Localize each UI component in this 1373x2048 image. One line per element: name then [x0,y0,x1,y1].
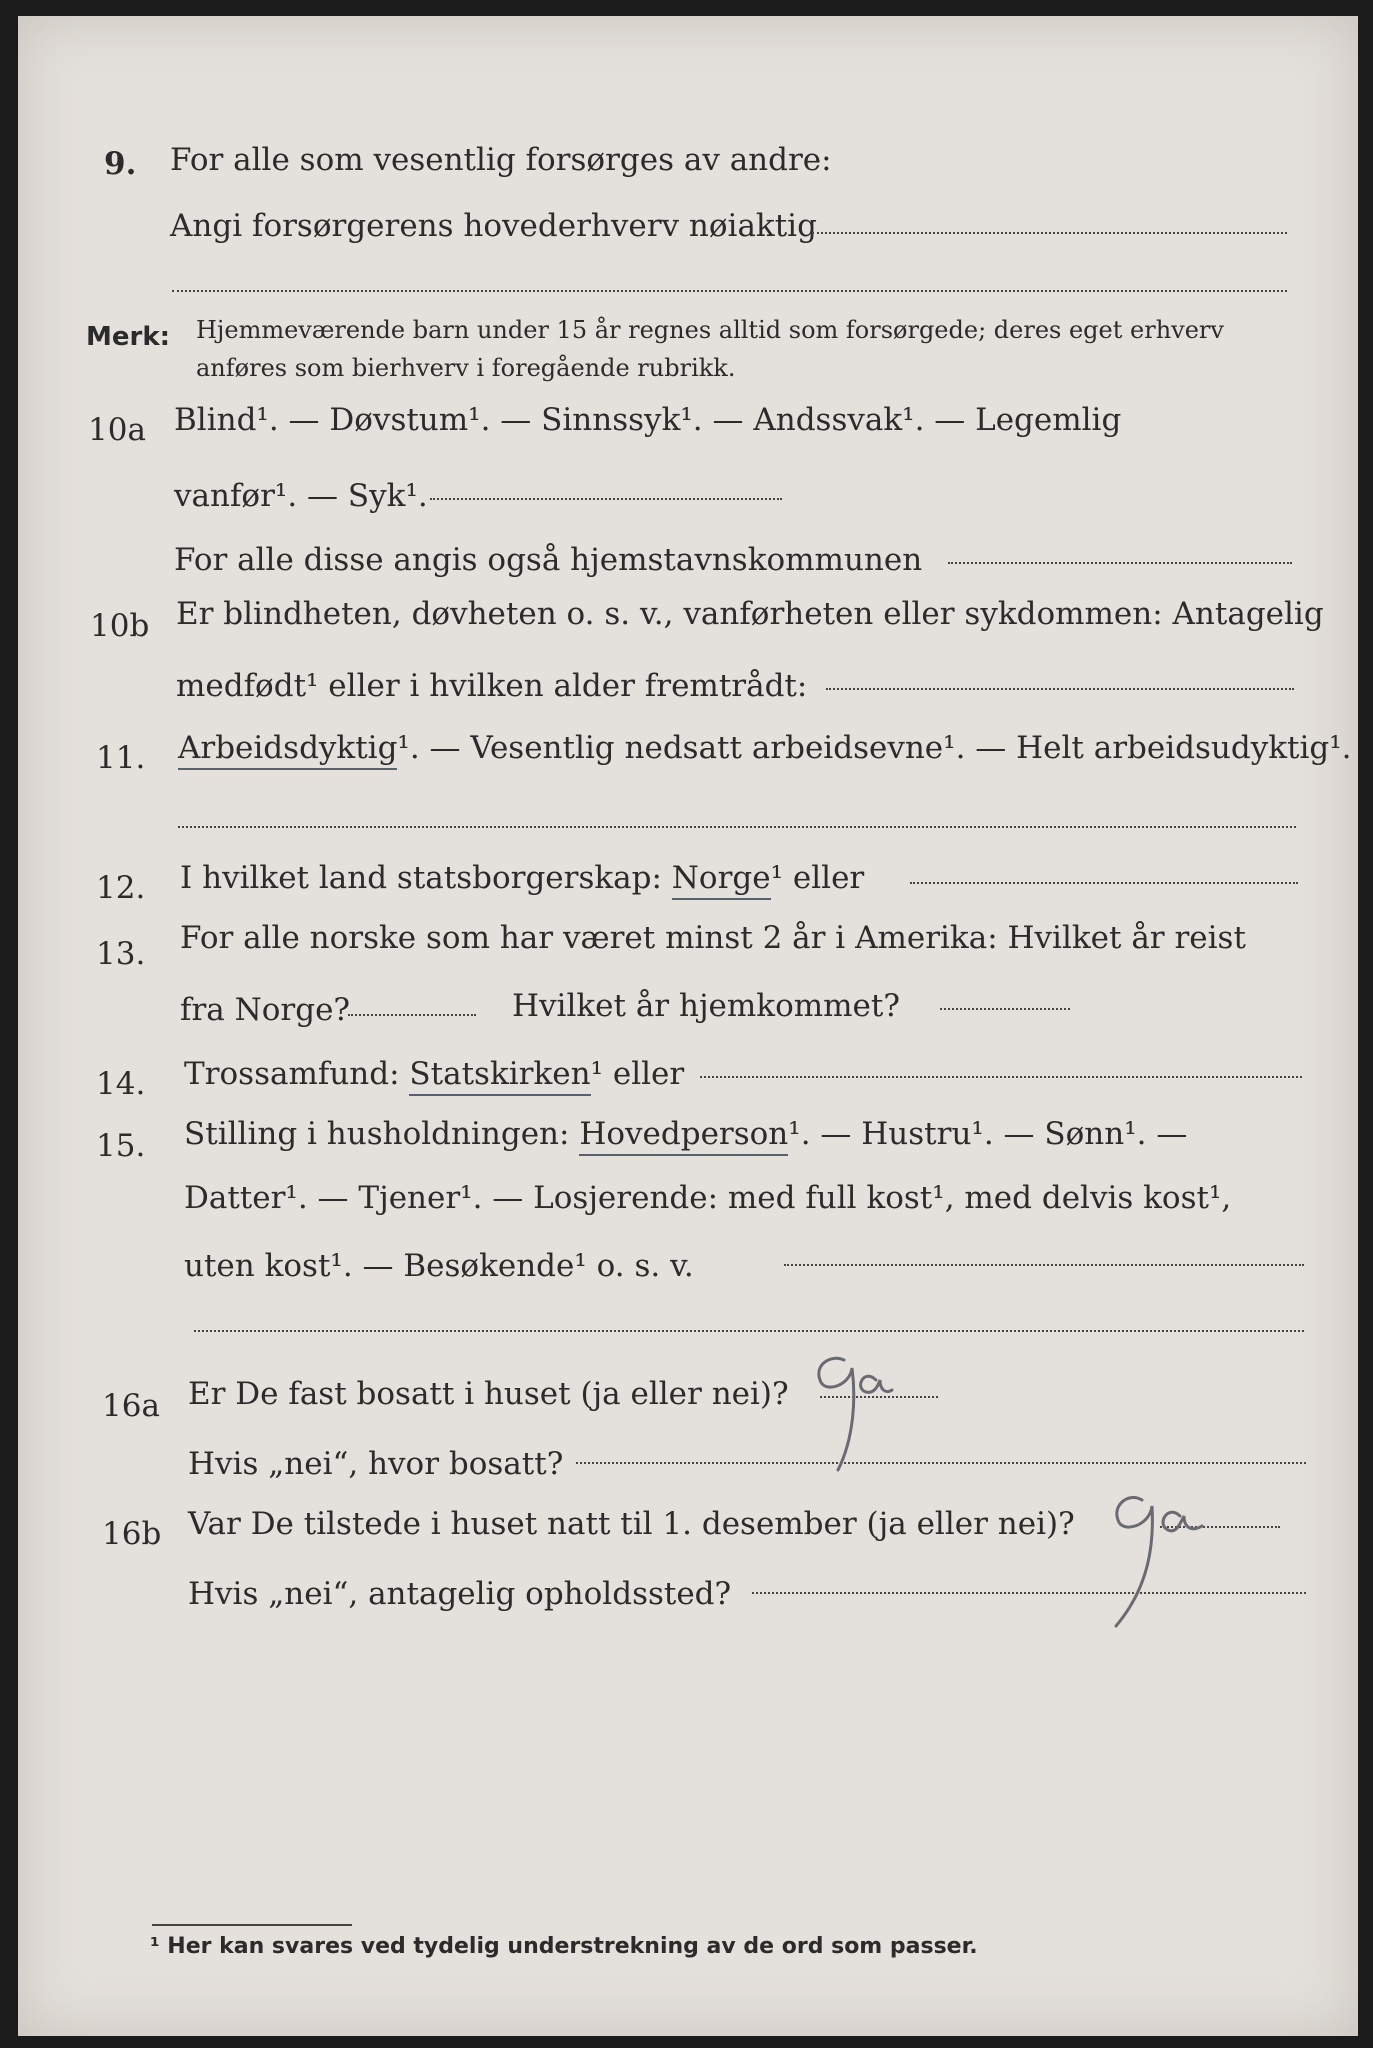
q13-number: 13. [96,936,146,972]
q14-number: 14. [96,1066,146,1102]
q12-post: ¹ eller [770,860,865,896]
footnote: ¹ Her kan svares ved tydelig understrekning av de ord som passer. [150,1934,978,1959]
q14-answer-line [700,1076,1302,1078]
q13-line2b: Hvilket år hjemkommet? [512,988,900,1024]
q16a-number: 16a [102,1388,160,1424]
q10b-answer-line [826,688,1294,690]
q16b-line2: Hvis „nei“, antagelig opholdssted? [188,1576,732,1612]
merk-label: Merk: [86,322,171,352]
merk-line2: anføres som bierhverv i foregående rubrikk. [196,354,736,382]
q11-number: 11. [96,740,146,776]
q11-line [178,730,1352,766]
q15-line3: uten kost¹. — Besøkende¹ o. s. v. [184,1248,694,1284]
q15-pre: Stilling i husholdningen: [184,1116,570,1152]
q11-answer-line [178,826,1296,828]
q10b-number: 10b [90,608,150,644]
q14-statskirken-underlined: Statskirken [409,1056,590,1096]
q15-hovedperson-underlined: Hovedperson [579,1116,788,1156]
q12-answer-line [910,882,1298,884]
q15-number: 15. [96,1128,146,1164]
q16b-handwritten-answer [1080,1476,1260,1636]
q11-arbeidsdyktig-underlined: Arbeidsdyktig [178,730,397,770]
q15-line1 [184,1116,1187,1152]
q10a-number: 10a [88,412,146,448]
q10a-hjemstavn-line [948,562,1292,564]
q15-answer-line2 [194,1330,1304,1332]
q11-rest: ¹. — Vesentlig nedsatt arbeidsevne¹. — Helt arbeidsudyktig¹. [397,730,1352,766]
q10b-line2: medfødt¹ eller i hvilken alder fremtrådt: [176,668,808,704]
q10a-answer-line [430,498,782,500]
q16b-line1: Var De tilstede i huset natt til 1. desember (ja eller nei)? [188,1506,1075,1542]
q13-reist-line [348,1014,476,1016]
q16b-number: 16b [102,1516,162,1552]
q16a-line1: Er De fast bosatt i huset (ja eller nei)? [188,1376,789,1412]
q9-line2: Angi forsørgerens hovederhverv nøiaktig [170,208,817,244]
svg-text:Ja: Ja [780,1338,781,1339]
q10a-line3: For alle disse angis også hjemstavnskommunen [174,542,923,578]
q15-answer-line1 [784,1264,1304,1266]
footnote-rule [152,1924,352,1926]
q15-post: ¹. — Hustru¹. — Sønn¹. — [788,1116,1188,1152]
q15-line2: Datter¹. — Tjener¹. — Losjerende: med full kost¹, med delvis kost¹, [184,1180,1232,1216]
q14-post: ¹ eller [590,1056,685,1092]
q9-line1: For alle som vesentlig forsørges av andre: [170,142,832,178]
q9-answer-line2 [172,290,1287,292]
q16a-handwritten-answer [780,1338,960,1478]
q13-line1: For alle norske som har været minst 2 år i Amerika: Hvilket år reist [180,920,1246,956]
q12-norge-underlined: Norge [672,860,771,900]
q12-line [180,860,864,896]
q14-line [184,1056,684,1092]
q14-pre: Trossamfund: [184,1056,400,1092]
svg-text:Ja: Ja [1080,1476,1081,1477]
q9-number: 9. [104,146,137,182]
q10b-line1: Er blindheten, døvheten o. s. v., vanførheten eller sykdommen: Antagelig [176,596,1324,632]
q12-number: 12. [96,870,146,906]
q10a-line1: Blind¹. — Døvstum¹. — Sinnssyk¹. — Andssvak¹. — Legemlig [174,402,1122,438]
q16a-line2: Hvis „nei“, hvor bosatt? [188,1446,564,1482]
q9-answer-line1 [812,232,1287,234]
q13-hjemkommet-line [940,1008,1070,1010]
q12-pre: I hvilket land statsborgerskap: [180,860,662,896]
merk-line1: Hjemmeværende barn under 15 år regnes alltid som forsørgede; deres eget erhverv [196,316,1224,344]
q13-line2a: fra Norge? [180,992,351,1028]
q10a-line2: vanfør¹. — Syk¹. [174,478,428,514]
